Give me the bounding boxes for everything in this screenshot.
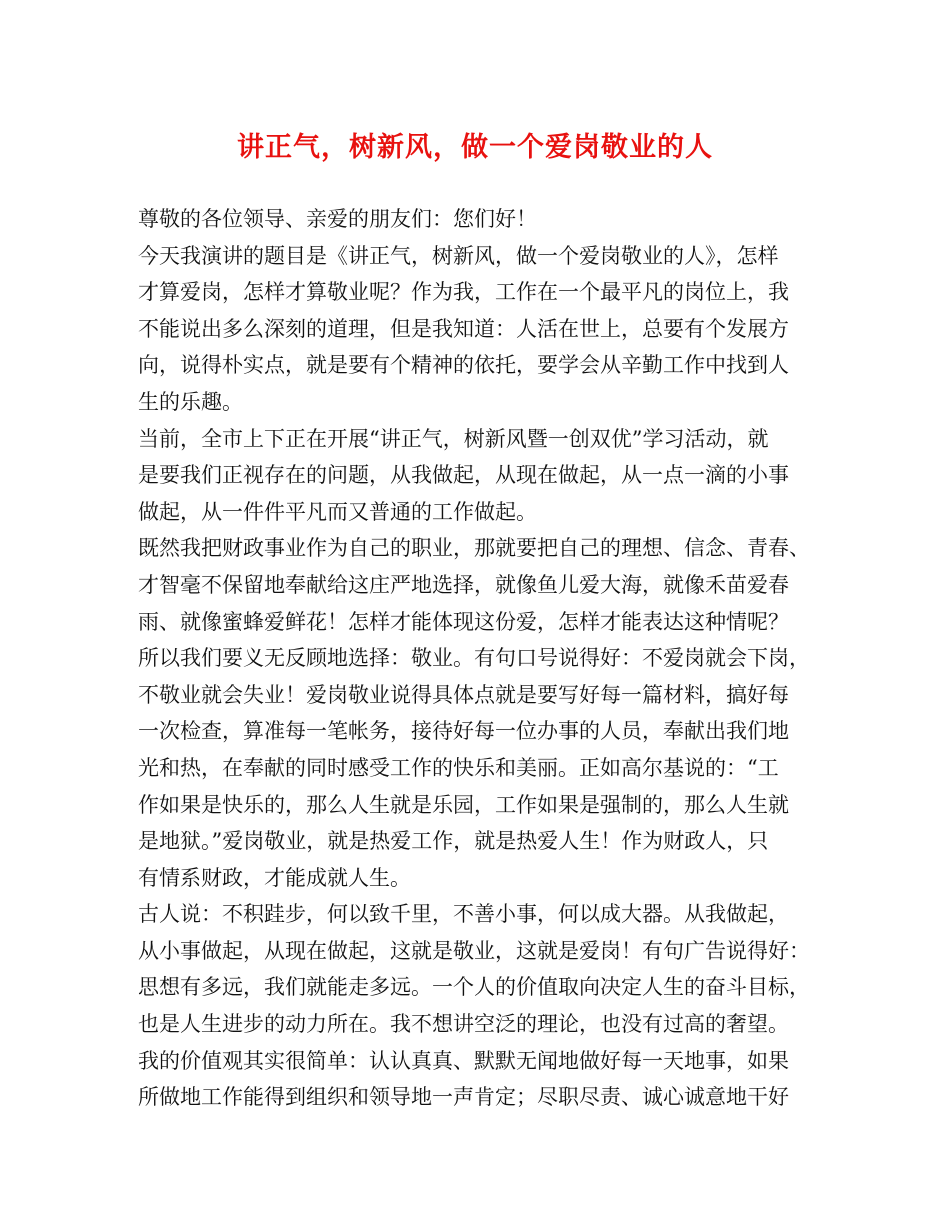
body-line: 是要我们正视存在的问题，从我做起，从现在做起，从一点一滴的小事 [138, 463, 789, 488]
body-line: 雨、就像蜜蜂爱鲜花！怎样才能体现这份爱，怎样才能表达这种情呢？ [138, 609, 789, 634]
body-line: 今天我演讲的题目是《讲正气，树新风，做一个爱岗敬业的人》，怎样 [138, 243, 779, 268]
body-line: 既然我把财政事业作为自己的职业，那就要把自己的理想、信念、青春、 [138, 536, 810, 561]
body-line: 尊敬的各位领导、亲爱的朋友们：您们好！ [138, 207, 537, 231]
body-line: 所以我们要义无反顾地选择：敬业。有句口号说得好：不爱岗就会下岗， [138, 646, 810, 671]
body-line: 一次检查，算准每一笔帐务，接待好每一位办事的人员，奉献出我们地 [138, 719, 789, 744]
body-line: 不能说出多么深刻的道理，但是我知道：人活在世上，总要有个发展方 [138, 316, 789, 341]
document-title: 讲正气，树新风，做一个爱岗敬业的人 [237, 132, 713, 163]
body-line: 有情系财政，才能成就人生。 [138, 865, 411, 890]
body-line: 我的价值观其实很简单：认认真真、默默无闻地做好每一天地事，如果 [138, 1048, 789, 1073]
body-line: 从小事做起，从现在做起，这就是敬业，这就是爱岗！有句广告说得好： [138, 938, 810, 963]
body-line: 不敬业就会失业！爱岗敬业说得具体点就是要写好每一篇材料，搞好每 [138, 682, 789, 707]
body-line: 思想有多远，我们就能走多远。一个人的价值取向决定人生的奋斗目标， [138, 975, 810, 1000]
body-line: 才智毫不保留地奉献给这庄严地选择，就像鱼儿爱大海，就像禾苗爱春 [138, 572, 789, 597]
body-line: 也是人生进步的动力所在。我不想讲空泛的理论，也没有过高的奢望。 [138, 1012, 789, 1037]
body-line: 生的乐趣。 [138, 389, 243, 414]
document-body [138, 201, 828, 1116]
body-line: 是地狱。”爱岗敬业，就是热爱工作，就是热爱人生！作为财政人，只 [138, 829, 769, 854]
body-line: 向，说得朴实点，就是要有个精神的依托，要学会从辛勤工作中找到人 [138, 353, 789, 378]
body-line: 作如果是快乐的，那么人生就是乐园，工作如果是强制的，那么人生就 [138, 792, 789, 817]
body-line: 所做地工作能得到组织和领导地一声肯定；尽职尽责、诚心诚意地干好 [138, 1085, 789, 1110]
body-line: 当前，全市上下正在开展“讲正气，树新风暨一创双优”学习活动，就 [138, 426, 769, 451]
body-line: 才算爱岗，怎样才算敬业呢？作为我，工作在一个最平凡的岗位上，我 [138, 280, 789, 305]
body-line: 光和热，在奉献的同时感受工作的快乐和美丽。正如高尔基说的：“工 [138, 755, 779, 780]
body-line: 做起，从一件件平凡而又普通的工作做起。 [138, 499, 537, 524]
body-line: 古人说：不积跬步，何以致千里，不善小事，何以成大器。从我做起， [138, 902, 789, 927]
